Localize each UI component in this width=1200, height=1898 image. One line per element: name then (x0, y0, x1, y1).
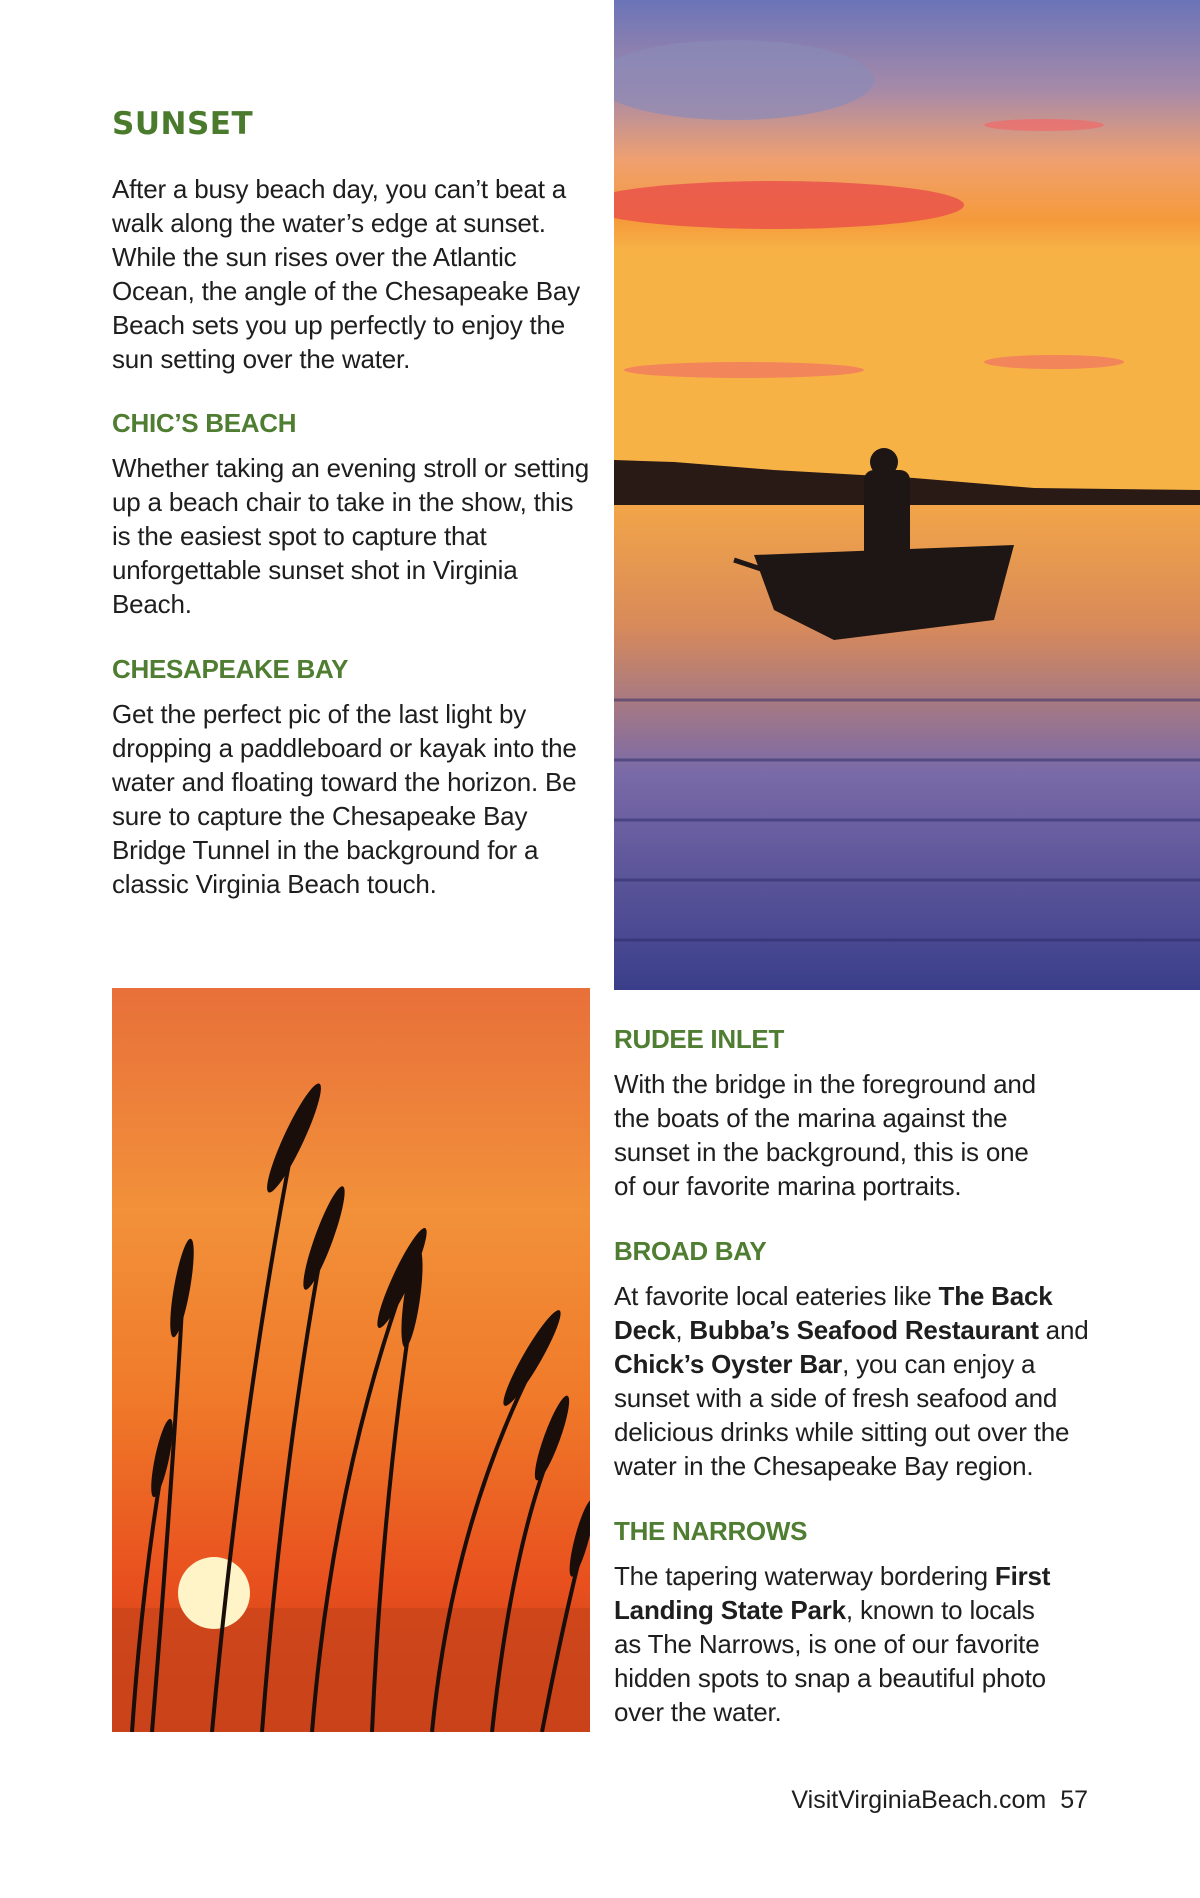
section-chics-beach (112, 408, 590, 621)
reeds-sunset-photo (112, 988, 590, 1732)
intro-block (112, 172, 590, 376)
section-paragraph: Whether taking an evening stroll or setting up a beach chair to take in the show, this is the easiest spot to capture that unforgettable sunset shot in Virginia Beach. (112, 453, 589, 619)
page-number: 57 (1060, 1786, 1088, 1814)
boat-sunset-image (614, 0, 1200, 990)
park-name: First Landing State Park (614, 1561, 1051, 1625)
section-the-narrows (614, 1516, 1114, 1729)
page-footer (791, 1786, 1088, 1815)
section-paragraph: With the bridge in the foreground and the boats of the marina against the sunset in the background, this is one of our favorite marina portraits. (614, 1069, 1036, 1201)
section-chesapeake-bay (112, 654, 590, 901)
section-broad-bay (614, 1236, 1114, 1483)
restaurant-name: Chick’s Oyster Bar (614, 1349, 843, 1379)
website-link[interactable]: VisitVirginiaBeach.com (791, 1786, 1047, 1814)
section-heading: RUDEE INLET (614, 1024, 785, 1054)
restaurant-name: Bubba’s Seafood Restaurant (689, 1315, 1039, 1345)
section-paragraph: Get the perfect pic of the last light by dropping a paddleboard or kayak into the water and floating toward the horizon. Be sure to capture the Chesapeake Bay Bridge Tunnel in the background for a classic Virginia Beach touch. (112, 699, 577, 899)
section-heading: THE NARROWS (614, 1516, 808, 1546)
intro-paragraph: After a busy beach day, you can’t beat a walk along the water’s edge at sunset. While the sun rises over the Atlantic Ocean, the angle of the Chesapeake Bay Beach sets you up perfectly to enjoy the sun setting over the water. (112, 174, 580, 374)
restaurant-name: The Back Deck (614, 1281, 1053, 1345)
section-heading: CHIC’S BEACH (112, 408, 297, 438)
section-heading: BROAD BAY (614, 1236, 767, 1266)
section-heading: CHESAPEAKE BAY (112, 654, 349, 684)
reeds-sunset-image (112, 988, 590, 1732)
page-title: SUNSET (112, 106, 254, 142)
section-paragraph: The tapering waterway bordering First Landing State Park, known to locals as The Narrows, is one of our favorite hidden spots to snap a beautiful photo over the water. (614, 1561, 1051, 1727)
boat-sunset-photo (614, 0, 1200, 990)
section-paragraph: At favorite local eateries like The Back Deck, Bubba’s Seafood Restaurant and Chick’s Oyster Bar, you can enjoy a sunset with a side of fresh seafood and delicious drinks while sitting out over the water in the Chesapeake Bay region. (614, 1281, 1089, 1481)
section-rudee-inlet (614, 1024, 1114, 1203)
